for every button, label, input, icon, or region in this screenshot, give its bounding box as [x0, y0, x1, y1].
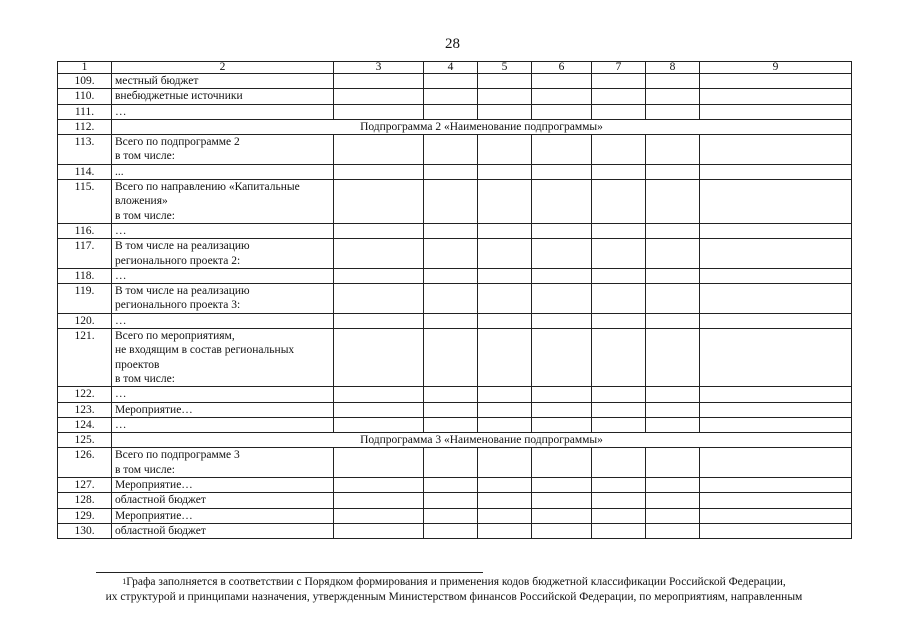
empty-cell	[646, 402, 700, 417]
row-label: внебюджетные источники	[112, 89, 334, 104]
table-row	[58, 239, 852, 269]
empty-cell	[700, 89, 852, 104]
row-number: 126.	[58, 448, 112, 478]
empty-cell	[646, 180, 700, 224]
row-label: …	[112, 417, 334, 432]
empty-cell	[334, 284, 424, 314]
empty-cell	[334, 493, 424, 508]
subprogram-title: Подпрограмма 2 «Наименование подпрограммы»	[112, 119, 852, 134]
empty-cell	[532, 329, 592, 387]
row-number: 118.	[58, 268, 112, 283]
table-row	[58, 284, 852, 314]
row-label: местный бюджет	[112, 74, 334, 89]
row-number: 120.	[58, 313, 112, 328]
empty-cell	[646, 89, 700, 104]
empty-cell	[532, 104, 592, 119]
table-row	[58, 180, 852, 224]
table-row	[58, 104, 852, 119]
empty-cell	[700, 164, 852, 179]
empty-cell	[532, 268, 592, 283]
empty-cell	[478, 493, 532, 508]
empty-cell	[592, 402, 646, 417]
empty-cell	[532, 508, 592, 523]
table-row	[58, 329, 852, 387]
row-label: Всего по мероприятиям, не входящим в состав региональных проектов в том числе:	[112, 329, 334, 387]
empty-cell	[646, 493, 700, 508]
row-number: 127.	[58, 478, 112, 493]
empty-cell	[424, 104, 478, 119]
row-number: 112.	[58, 119, 112, 134]
empty-cell	[532, 239, 592, 269]
row-number: 110.	[58, 89, 112, 104]
empty-cell	[478, 478, 532, 493]
row-number: 121.	[58, 329, 112, 387]
empty-cell	[646, 239, 700, 269]
empty-cell	[532, 478, 592, 493]
empty-cell	[592, 478, 646, 493]
empty-cell	[700, 135, 852, 165]
empty-cell	[592, 448, 646, 478]
empty-cell	[592, 284, 646, 314]
column-header: 2	[112, 62, 334, 74]
row-label: …	[112, 313, 334, 328]
empty-cell	[478, 284, 532, 314]
empty-cell	[646, 164, 700, 179]
column-header: 3	[334, 62, 424, 74]
empty-cell	[424, 164, 478, 179]
empty-cell	[592, 89, 646, 104]
empty-cell	[334, 104, 424, 119]
empty-cell	[700, 493, 852, 508]
empty-cell	[646, 448, 700, 478]
empty-cell	[646, 268, 700, 283]
row-number: 113.	[58, 135, 112, 165]
empty-cell	[478, 74, 532, 89]
budget-table	[57, 61, 852, 539]
empty-cell	[424, 478, 478, 493]
empty-cell	[532, 402, 592, 417]
empty-cell	[424, 448, 478, 478]
empty-cell	[424, 402, 478, 417]
row-label: …	[112, 268, 334, 283]
row-label: В том числе на реализацию регионального проекта 3:	[112, 284, 334, 314]
row-number: 125.	[58, 433, 112, 448]
empty-cell	[532, 164, 592, 179]
row-label: …	[112, 387, 334, 402]
row-number: 115.	[58, 180, 112, 224]
empty-cell	[334, 268, 424, 283]
row-number: 114.	[58, 164, 112, 179]
column-header: 9	[700, 62, 852, 74]
empty-cell	[424, 284, 478, 314]
page-number: 28	[445, 36, 460, 52]
empty-cell	[478, 417, 532, 432]
empty-cell	[700, 313, 852, 328]
empty-cell	[334, 239, 424, 269]
row-number: 111.	[58, 104, 112, 119]
empty-cell	[334, 448, 424, 478]
empty-cell	[646, 313, 700, 328]
empty-cell	[424, 329, 478, 387]
empty-cell	[334, 135, 424, 165]
empty-cell	[646, 478, 700, 493]
empty-cell	[334, 313, 424, 328]
row-label: Всего по направлению «Капитальные вложения» в том числе:	[112, 180, 334, 224]
empty-cell	[592, 329, 646, 387]
row-number: 122.	[58, 387, 112, 402]
row-label: Мероприятие…	[112, 508, 334, 523]
subprogram-title: Подпрограмма 3 «Наименование подпрограммы»	[112, 433, 852, 448]
row-label: В том числе на реализацию регионального проекта 2:	[112, 239, 334, 269]
empty-cell	[334, 402, 424, 417]
empty-cell	[700, 508, 852, 523]
empty-cell	[532, 448, 592, 478]
empty-cell	[478, 180, 532, 224]
empty-cell	[700, 478, 852, 493]
empty-cell	[700, 74, 852, 89]
table-row	[58, 508, 852, 523]
footnote-mark: 1	[122, 577, 127, 586]
empty-cell	[646, 329, 700, 387]
empty-cell	[334, 508, 424, 523]
table-row	[58, 448, 852, 478]
empty-cell	[424, 223, 478, 238]
empty-cell	[592, 74, 646, 89]
empty-cell	[334, 74, 424, 89]
empty-cell	[424, 135, 478, 165]
empty-cell	[700, 180, 852, 224]
table-row	[58, 387, 852, 402]
empty-cell	[532, 493, 592, 508]
empty-cell	[478, 448, 532, 478]
empty-cell	[334, 478, 424, 493]
row-label: Всего по подпрограмме 3 в том числе:	[112, 448, 334, 478]
empty-cell	[424, 268, 478, 283]
empty-cell	[334, 223, 424, 238]
table-row	[58, 402, 852, 417]
table-body	[58, 62, 852, 539]
empty-cell	[424, 493, 478, 508]
table-row	[58, 523, 852, 538]
empty-cell	[592, 523, 646, 538]
empty-cell	[700, 448, 852, 478]
empty-cell	[700, 239, 852, 269]
empty-cell	[424, 508, 478, 523]
footnote	[57, 575, 851, 605]
row-label: Мероприятие…	[112, 478, 334, 493]
empty-cell	[592, 313, 646, 328]
empty-cell	[424, 239, 478, 269]
footnote-divider	[96, 572, 483, 573]
empty-cell	[478, 89, 532, 104]
empty-cell	[478, 223, 532, 238]
empty-cell	[646, 74, 700, 89]
empty-cell	[532, 180, 592, 224]
table-row	[58, 417, 852, 432]
empty-cell	[532, 313, 592, 328]
empty-cell	[700, 104, 852, 119]
empty-cell	[646, 387, 700, 402]
empty-cell	[646, 523, 700, 538]
row-number: 109.	[58, 74, 112, 89]
empty-cell	[646, 284, 700, 314]
empty-cell	[532, 74, 592, 89]
empty-cell	[424, 417, 478, 432]
empty-cell	[592, 239, 646, 269]
row-number: 119.	[58, 284, 112, 314]
empty-cell	[532, 417, 592, 432]
empty-cell	[700, 417, 852, 432]
empty-cell	[700, 523, 852, 538]
table-row	[58, 223, 852, 238]
empty-cell	[592, 164, 646, 179]
row-number: 124.	[58, 417, 112, 432]
empty-cell	[592, 417, 646, 432]
row-label: ...	[112, 164, 334, 179]
column-header: 4	[424, 62, 478, 74]
subprogram-row	[58, 119, 852, 134]
row-number: 128.	[58, 493, 112, 508]
subprogram-row	[58, 433, 852, 448]
empty-cell	[700, 268, 852, 283]
empty-cell	[478, 523, 532, 538]
empty-cell	[478, 313, 532, 328]
table-row	[58, 478, 852, 493]
row-label: Всего по подпрограмме 2 в том числе:	[112, 135, 334, 165]
empty-cell	[478, 508, 532, 523]
empty-cell	[700, 387, 852, 402]
empty-cell	[700, 402, 852, 417]
footnote-line-1	[57, 575, 851, 590]
empty-cell	[592, 508, 646, 523]
row-label: …	[112, 104, 334, 119]
row-number: 117.	[58, 239, 112, 269]
empty-cell	[532, 223, 592, 238]
empty-cell	[424, 74, 478, 89]
empty-cell	[532, 284, 592, 314]
footnote-text-1: Графа заполняется в соответствии с Порядком формирования и применения кодов бюджетной классификации Российской Федерации,	[126, 576, 786, 588]
empty-cell	[646, 223, 700, 238]
column-header: 6	[532, 62, 592, 74]
table-row	[58, 135, 852, 165]
empty-cell	[646, 508, 700, 523]
table-row	[58, 74, 852, 89]
empty-cell	[478, 239, 532, 269]
empty-cell	[646, 135, 700, 165]
table-header-row	[58, 62, 852, 74]
empty-cell	[334, 329, 424, 387]
table-row	[58, 313, 852, 328]
empty-cell	[334, 387, 424, 402]
table-row	[58, 493, 852, 508]
row-label: Мероприятие…	[112, 402, 334, 417]
empty-cell	[424, 387, 478, 402]
empty-cell	[592, 268, 646, 283]
empty-cell	[478, 104, 532, 119]
column-header: 7	[592, 62, 646, 74]
empty-cell	[334, 89, 424, 104]
row-number: 129.	[58, 508, 112, 523]
row-label: областной бюджет	[112, 523, 334, 538]
empty-cell	[592, 135, 646, 165]
empty-cell	[478, 387, 532, 402]
empty-cell	[478, 268, 532, 283]
row-number: 130.	[58, 523, 112, 538]
empty-cell	[532, 89, 592, 104]
column-header: 1	[58, 62, 112, 74]
empty-cell	[592, 223, 646, 238]
empty-cell	[646, 104, 700, 119]
footnote-line-2: их структурой и принципами назначения, утвержденным Министерством финансов Российской Федерации, по мероприятиям, направленным	[105, 591, 803, 603]
table-row	[58, 164, 852, 179]
empty-cell	[424, 313, 478, 328]
empty-cell	[478, 402, 532, 417]
empty-cell	[532, 135, 592, 165]
empty-cell	[646, 417, 700, 432]
column-header: 5	[478, 62, 532, 74]
empty-cell	[334, 164, 424, 179]
row-label: областной бюджет	[112, 493, 334, 508]
row-number: 123.	[58, 402, 112, 417]
empty-cell	[700, 223, 852, 238]
empty-cell	[424, 180, 478, 224]
empty-cell	[478, 135, 532, 165]
empty-cell	[592, 387, 646, 402]
empty-cell	[532, 387, 592, 402]
empty-cell	[592, 180, 646, 224]
empty-cell	[334, 417, 424, 432]
empty-cell	[478, 329, 532, 387]
column-header: 8	[646, 62, 700, 74]
empty-cell	[424, 523, 478, 538]
empty-cell	[532, 523, 592, 538]
empty-cell	[478, 164, 532, 179]
empty-cell	[700, 329, 852, 387]
empty-cell	[334, 523, 424, 538]
table-row	[58, 89, 852, 104]
row-label: …	[112, 223, 334, 238]
empty-cell	[334, 180, 424, 224]
empty-cell	[592, 104, 646, 119]
empty-cell	[424, 89, 478, 104]
table-row	[58, 268, 852, 283]
empty-cell	[700, 284, 852, 314]
row-number: 116.	[58, 223, 112, 238]
empty-cell	[592, 493, 646, 508]
